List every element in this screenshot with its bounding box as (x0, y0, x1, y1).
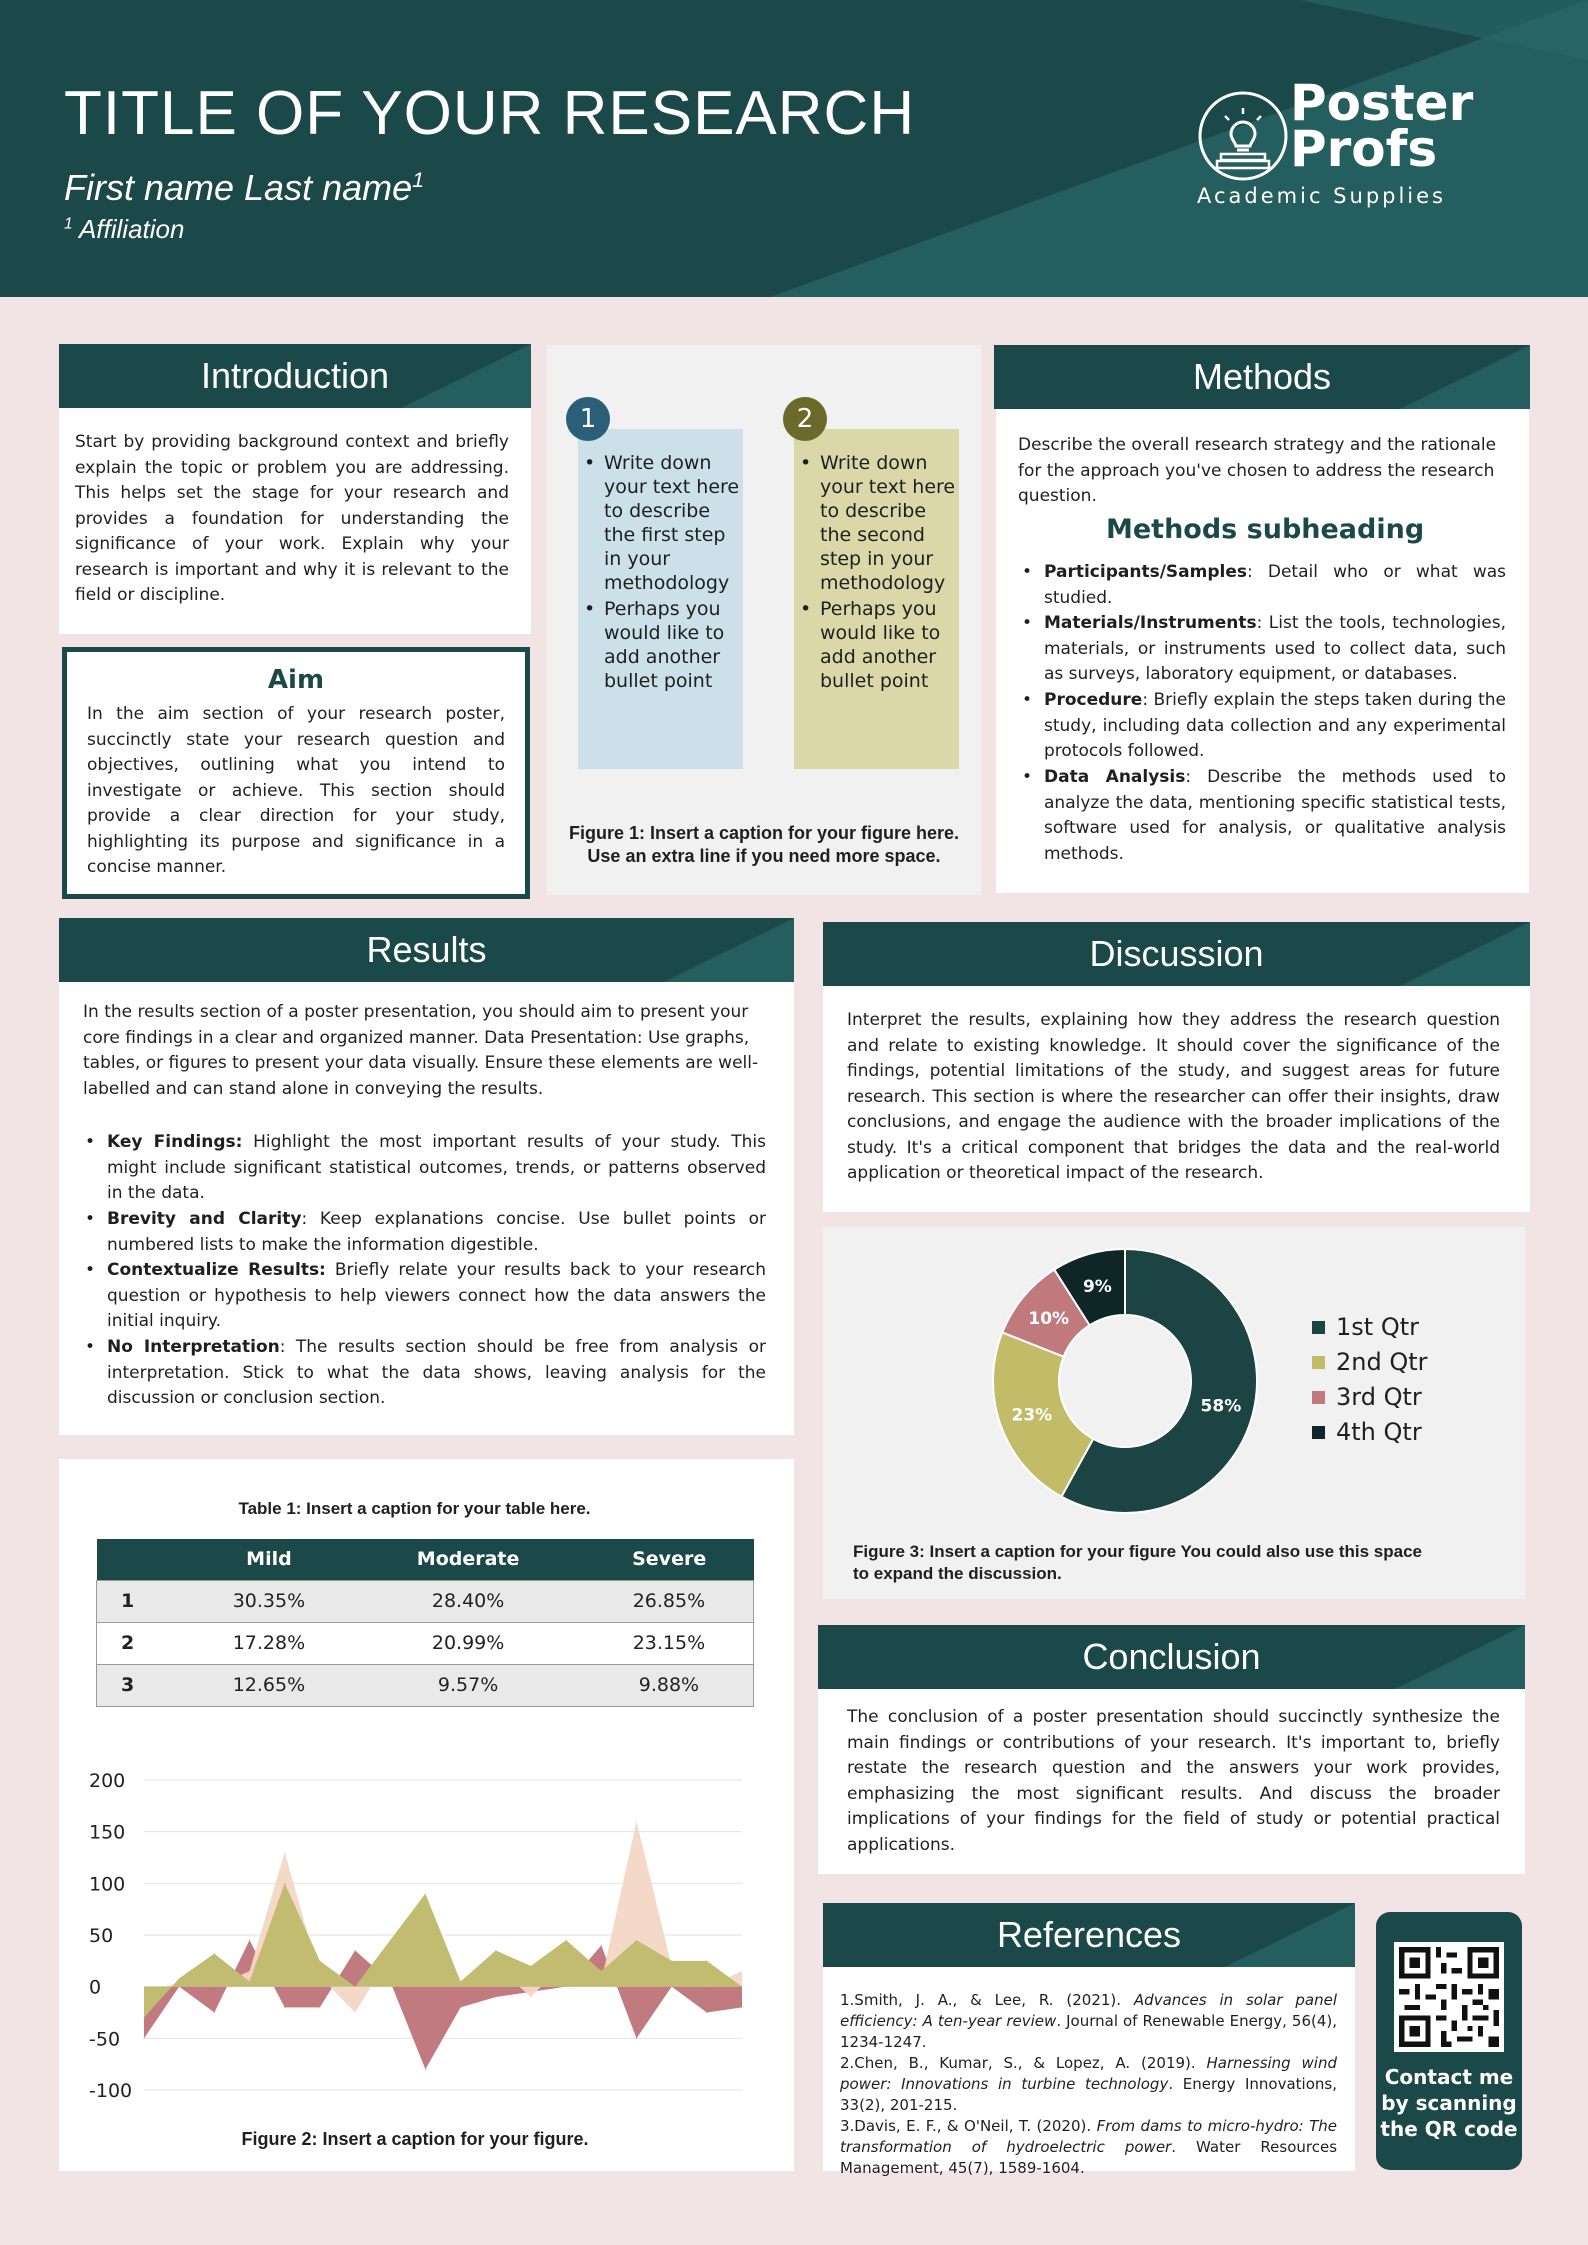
data-point (214, 2012, 215, 2013)
table-cell: 17.28% (187, 1622, 352, 1664)
list-item: • Participants/Samples: Detail who or what was studied. (1022, 562, 1506, 608)
figure1-caption-line1: Figure 1: Insert a caption for your figure here. (568, 823, 960, 843)
data-point (249, 1981, 250, 1982)
data-point (460, 2007, 461, 2008)
data-point (460, 1981, 461, 1982)
references-heading-bar (823, 1903, 1355, 1967)
aim-heading: Aim (267, 665, 325, 695)
aim-text: In the aim section of your research poster, succinctly state your research question and objectives, outlining what you intend to investigate or achieve. This section should provide a clear direction for your study, highlighting its purpose and significance in a concise manner. (87, 704, 505, 877)
reference-item (840, 2053, 1337, 2116)
ref3-title: From dams to micro-hydro: The transformation of hydroelectric power (840, 2117, 1337, 2156)
conclusion-text: The conclusion of a poster presentation should succinctly synthesize the main findings or contributions of your research. It's important to, briefly restate the research question and the answers your work provides, emphasizing the most significant results. And discuss the broader implications of your findings for the field of study or potential practical applications. (847, 1707, 1500, 1855)
results-heading: Results (366, 929, 487, 970)
list-item: • Brevity and Clarity: Keep explanations concise. Use bullet points or numbered lists to make the information digestible. (85, 1209, 766, 1255)
ref2-title: Harnessing wind power: Innovations in turbine technology (840, 2054, 1338, 2093)
methods-panel (996, 409, 1529, 893)
figure3-donut-chart (980, 1236, 1280, 1536)
data-point (742, 1986, 743, 1987)
data-point (742, 2007, 743, 2008)
y-tick-label: -100 (89, 2080, 133, 2102)
logo-subtitle: Academic Supplies (1197, 184, 1447, 208)
methods-b4-text: : Describe the methods used to analyze the data, mentioning specific statistical tests, software used for analysis, or qualitative analysis methods. (1044, 767, 1506, 864)
legend-item (1312, 1310, 1428, 1345)
introduction-text: Start by providing background context and briefly explain the topic or problem you are addressing. This helps set the stage for your research and provides a foundation for understanding the significance of your work. Explain why your research is important and why it is relevant to the field or discipline. (75, 432, 509, 605)
reference-item (840, 2116, 1337, 2179)
results-b4-label: No Interpretation (107, 1337, 280, 1357)
logo-name (1290, 74, 1474, 178)
data-point (319, 1960, 320, 1961)
step1-bullet1: Write down your text here to describe the first step in your methodology (604, 452, 740, 594)
ref1-authors: 1.Smith, J. A., & Lee, R. (2021). (840, 1991, 1134, 2009)
poster-title: TITLE OF YOUR RESEARCH (64, 79, 916, 148)
figure1-caption-line2: Use an extra line if you need more space. (587, 846, 941, 866)
table-cell: 9.57% (351, 1664, 584, 1706)
y-tick-label: -50 (89, 2028, 121, 2051)
methods-heading-bar (994, 345, 1530, 409)
table-cell: 12.65% (187, 1664, 352, 1706)
legend-label: 1st Qtr (1336, 1313, 1419, 1341)
references-list (840, 1990, 1337, 2179)
author-line (64, 167, 424, 209)
data-point (636, 2038, 637, 2039)
y-tick-label: 50 (89, 1925, 114, 1947)
logo-name-line1: Poster (1290, 74, 1474, 132)
discussion-panel (823, 986, 1530, 1212)
results-b3-label: Contextualize Results: (107, 1260, 326, 1280)
ref3-source: . Water Resources Management, 45(7), 1589-1604. (840, 2138, 1338, 2177)
pie-data-label: 58% (1200, 1396, 1242, 1417)
data-point (636, 1940, 637, 1941)
table-header-cell: Moderate (351, 1539, 584, 1580)
methods-b3-text: : Briefly explain the steps taken during the study, including data collection and any experimental protocols followed. (1044, 690, 1506, 761)
step2-number: 2 (783, 397, 827, 441)
figure3-caption-line2: to expand the discussion. (853, 1564, 1062, 1583)
affiliation-line (64, 214, 184, 245)
y-tick-label: 100 (89, 1873, 126, 1896)
table-header-cell: Severe (585, 1539, 754, 1580)
qr-caption (1380, 2064, 1518, 2142)
list-item: • Procedure: Briefly explain the steps taken during the study, including data collection and any experimental protocols followed. (1022, 690, 1506, 761)
data-point (601, 1945, 602, 1946)
poster-header (0, 0, 1588, 297)
data-point (530, 1966, 531, 1967)
data-point (671, 1960, 672, 1961)
step2-list (800, 451, 958, 695)
introduction-heading: Introduction (200, 355, 390, 396)
list-item: • Contextualize Results: Briefly relate your results back to your research question or hypothesis to help viewers connect how the data answers the initial inquiry. (85, 1260, 766, 1331)
list-item: • No Interpretation: The results section should be free from analysis or interpretation. Stick to what the data shows, leaving analysis for the discussion or conclusion section. (85, 1337, 766, 1408)
conclusion-heading: Conclusion (1082, 1636, 1261, 1677)
pie-data-label: 9% (1082, 1276, 1112, 1297)
methods-subheading: Methods subheading (1106, 514, 1425, 545)
list-item: • Key Findings: Highlight the most important results of your study. This might include significant statistical outcomes, trends, or patterns observed in the data. (85, 1132, 766, 1203)
data-point (355, 1950, 356, 1951)
list-item: • Write down your text here to describe the first step in your methodology (584, 452, 740, 594)
step1-bullet2: Perhaps you would like to add another bullet point (604, 598, 725, 692)
table-cell: 2 (97, 1622, 187, 1664)
table1 (96, 1539, 754, 1707)
data-point (179, 1978, 180, 1979)
methods-b4-label: Data Analysis (1044, 767, 1186, 787)
data-point (601, 1971, 602, 1972)
data-point (425, 2069, 426, 2070)
figure2-caption: Figure 2: Insert a caption for your figure. (241, 2129, 589, 2149)
legend-item (1312, 1380, 1428, 1415)
introduction-panel (59, 408, 531, 634)
table-cell: 1 (97, 1580, 187, 1622)
author-names: First name Last name (64, 167, 413, 208)
y-tick-label: 150 (89, 1821, 126, 1844)
data-point (284, 1852, 285, 1853)
data-point (390, 1940, 391, 1941)
lightbulb-book-icon (1197, 90, 1289, 182)
table-row (97, 1664, 754, 1706)
methods-b2-label: Materials/Instruments (1044, 613, 1257, 633)
table-cell: 9.88% (585, 1664, 754, 1706)
references-heading: References (996, 1914, 1182, 1955)
data-point (530, 1997, 531, 1998)
legend-swatch (1312, 1391, 1325, 1404)
data-point (214, 1953, 215, 1954)
methods-heading: Methods (1192, 356, 1332, 397)
list-item: • Materials/Instruments: List the tools, technologies, materials, or instruments used to collect data, such as surveys, laboratory equipment, or databases. (1022, 613, 1506, 684)
data-point (636, 1821, 637, 1822)
qr-code-icon[interactable] (1394, 1942, 1504, 2052)
results-b3-text: Briefly relate your results back to your research question or hypothesis to help viewers connect how the data answers the initial inquiry. (107, 1260, 766, 1331)
figure3-legend (1312, 1310, 1428, 1450)
data-point (742, 1971, 743, 1972)
y-tick-label: 0 (89, 1976, 102, 1999)
results-b4-text: : The results section should be free from analysis or interpretation. Stick to what the data shows, leaving analysis for the discussion or conclusion section. (107, 1337, 766, 1408)
data-point (249, 1940, 250, 1941)
figure1-caption (547, 822, 981, 868)
legend-label: 4th Qtr (1336, 1418, 1422, 1446)
ref2-authors: 2.Chen, B., Kumar, S., & Lopez, A. (2019). (840, 2054, 1207, 2072)
ref1-title: Advances in solar panel efficiency: A ten-year review (840, 1991, 1337, 2030)
affiliation-text: Affiliation (78, 214, 185, 244)
list-item: • Perhaps you would like to add another bullet point (584, 598, 725, 692)
table1-caption: Table 1: Insert a caption for your table here. (238, 1499, 591, 1518)
data-point (319, 2007, 320, 2008)
data-point (355, 1986, 356, 1987)
data-point (425, 1893, 426, 1894)
qr-caption-line1: Contact me (1384, 2065, 1514, 2089)
legend-label: 3rd Qtr (1336, 1383, 1422, 1411)
qr-caption-line2: by scanning (1381, 2091, 1517, 2115)
results-b1-text: Highlight the most important results of your study. This might include significant statistical outcomes, trends, or patterns observed in the data. (107, 1132, 766, 1203)
methods-b2-text: : List the tools, technologies, materials, or instruments used to collect data, such as surveys, laboratory equipment, or databases. (1044, 613, 1506, 684)
introduction-heading-bar (59, 344, 531, 408)
results-b2-label: Brevity and Clarity (107, 1209, 302, 1229)
table-cell: 28.40% (351, 1580, 584, 1622)
results-b1-label: Key Findings: (107, 1132, 243, 1152)
ref2-source: . Energy Innovations, 33(2), 201-215. (840, 2075, 1337, 2114)
figure3-caption-line1: Figure 3: Insert a caption for your figure You could also use this space (853, 1542, 1422, 1561)
results-heading-bar (59, 918, 794, 982)
legend-item (1312, 1345, 1428, 1380)
data-point (144, 2017, 145, 2018)
step1-number: 1 (566, 397, 610, 441)
discussion-heading: Discussion (1089, 933, 1264, 974)
logo-name-line2: Profs (1290, 120, 1438, 178)
data-point (284, 2007, 285, 2008)
figure1-panel (547, 345, 981, 895)
table-header-cell (97, 1539, 187, 1580)
legend-swatch (1312, 1426, 1325, 1439)
logo (1195, 74, 1495, 214)
results-b2-text: : Keep explanations concise. Use bullet points or numbered lists to make the information digestible. (107, 1209, 766, 1255)
ref3-authors: 3.Davis, E. F., & O'Neil, T. (2020). (840, 2117, 1097, 2135)
list-item: • Write down your text here to describe the second step in your methodology (800, 452, 956, 594)
data-point (355, 2012, 356, 2013)
author-superscript: 1 (412, 167, 425, 192)
step2-bullet1: Write down your text here to describe the second step in your methodology (820, 452, 956, 594)
qr-contact-card (1376, 1912, 1522, 2170)
affiliation-superscript: 1 (64, 215, 73, 233)
table-header-cell: Mild (187, 1539, 352, 1580)
table-cell: 20.99% (351, 1622, 584, 1664)
discussion-heading-bar (823, 922, 1530, 986)
table-cell: 30.35% (187, 1580, 352, 1622)
results-text: In the results section of a poster presentation, you should aim to present your core findings in a clear and organized manner. Data Presentation: Use graphs, tables, or figures to present your data visually. Ensure these elements are well-labelled and can stand alone in conveying the results. (83, 1002, 759, 1099)
data-point (495, 1997, 496, 1998)
data-point (706, 1960, 707, 1961)
reference-item (840, 1990, 1337, 2053)
conclusion-heading-bar (818, 1625, 1525, 1689)
legend-item (1312, 1415, 1428, 1450)
table-cell: 26.85% (585, 1580, 754, 1622)
methods-b3-label: Procedure (1044, 690, 1143, 710)
data-point (284, 1883, 285, 1884)
methods-text: Describe the overall research strategy and the rationale for the approach you've chosen to address the research question. (1018, 435, 1497, 506)
aim-box (62, 647, 530, 899)
legend-swatch (1312, 1321, 1325, 1334)
data-point (706, 2012, 707, 2013)
table-row (97, 1580, 754, 1622)
list-item: • Data Analysis: Describe the methods used to analyze the data, mentioning specific statistical tests, software used for analysis, or qualitative analysis methods. (1022, 767, 1506, 864)
table-row (97, 1622, 754, 1664)
pie-data-label: 23% (1011, 1405, 1053, 1426)
data-point (566, 1940, 567, 1941)
table-cell: 3 (97, 1664, 187, 1706)
conclusion-panel (818, 1689, 1525, 1874)
methods-b1-text: : Detail who or what was studied. (1044, 562, 1506, 608)
step2-bullet2: Perhaps you would like to add another bullet point (820, 598, 941, 692)
table-cell: 23.15% (585, 1622, 754, 1664)
table-header-row (97, 1539, 754, 1580)
step1-list (584, 451, 742, 695)
methods-b1-label: Participants/Samples (1044, 562, 1247, 582)
pie-data-label: 10% (1028, 1308, 1070, 1329)
legend-swatch (1312, 1356, 1325, 1369)
discussion-text: Interpret the results, explaining how they address the research question and relate to existing knowledge. It should cover the significance of the findings, potential limitations of the study, and suggest areas for future research. This section is where the researcher can offer their insights, draw conclusions, and engage the audience with the broader implications of the study. It's a critical component that bridges the data and the real-world application or theoretical impact of the research. (847, 1010, 1500, 1183)
qr-caption-line3: the QR code (1380, 2117, 1518, 2141)
legend-label: 2nd Qtr (1336, 1348, 1428, 1376)
results-panel (59, 982, 794, 1435)
data-point (144, 2038, 145, 2039)
list-item: • Perhaps you would like to add another bullet point (800, 598, 941, 692)
data-point (249, 1971, 250, 1972)
figure2-area-chart (59, 1755, 794, 2115)
figure3-caption (853, 1541, 1422, 1585)
ref1-source: . Journal of Renewable Energy, 56(4), 1234-1247. (840, 2012, 1338, 2051)
data-point (495, 1950, 496, 1951)
y-tick-label: 200 (89, 1770, 126, 1792)
